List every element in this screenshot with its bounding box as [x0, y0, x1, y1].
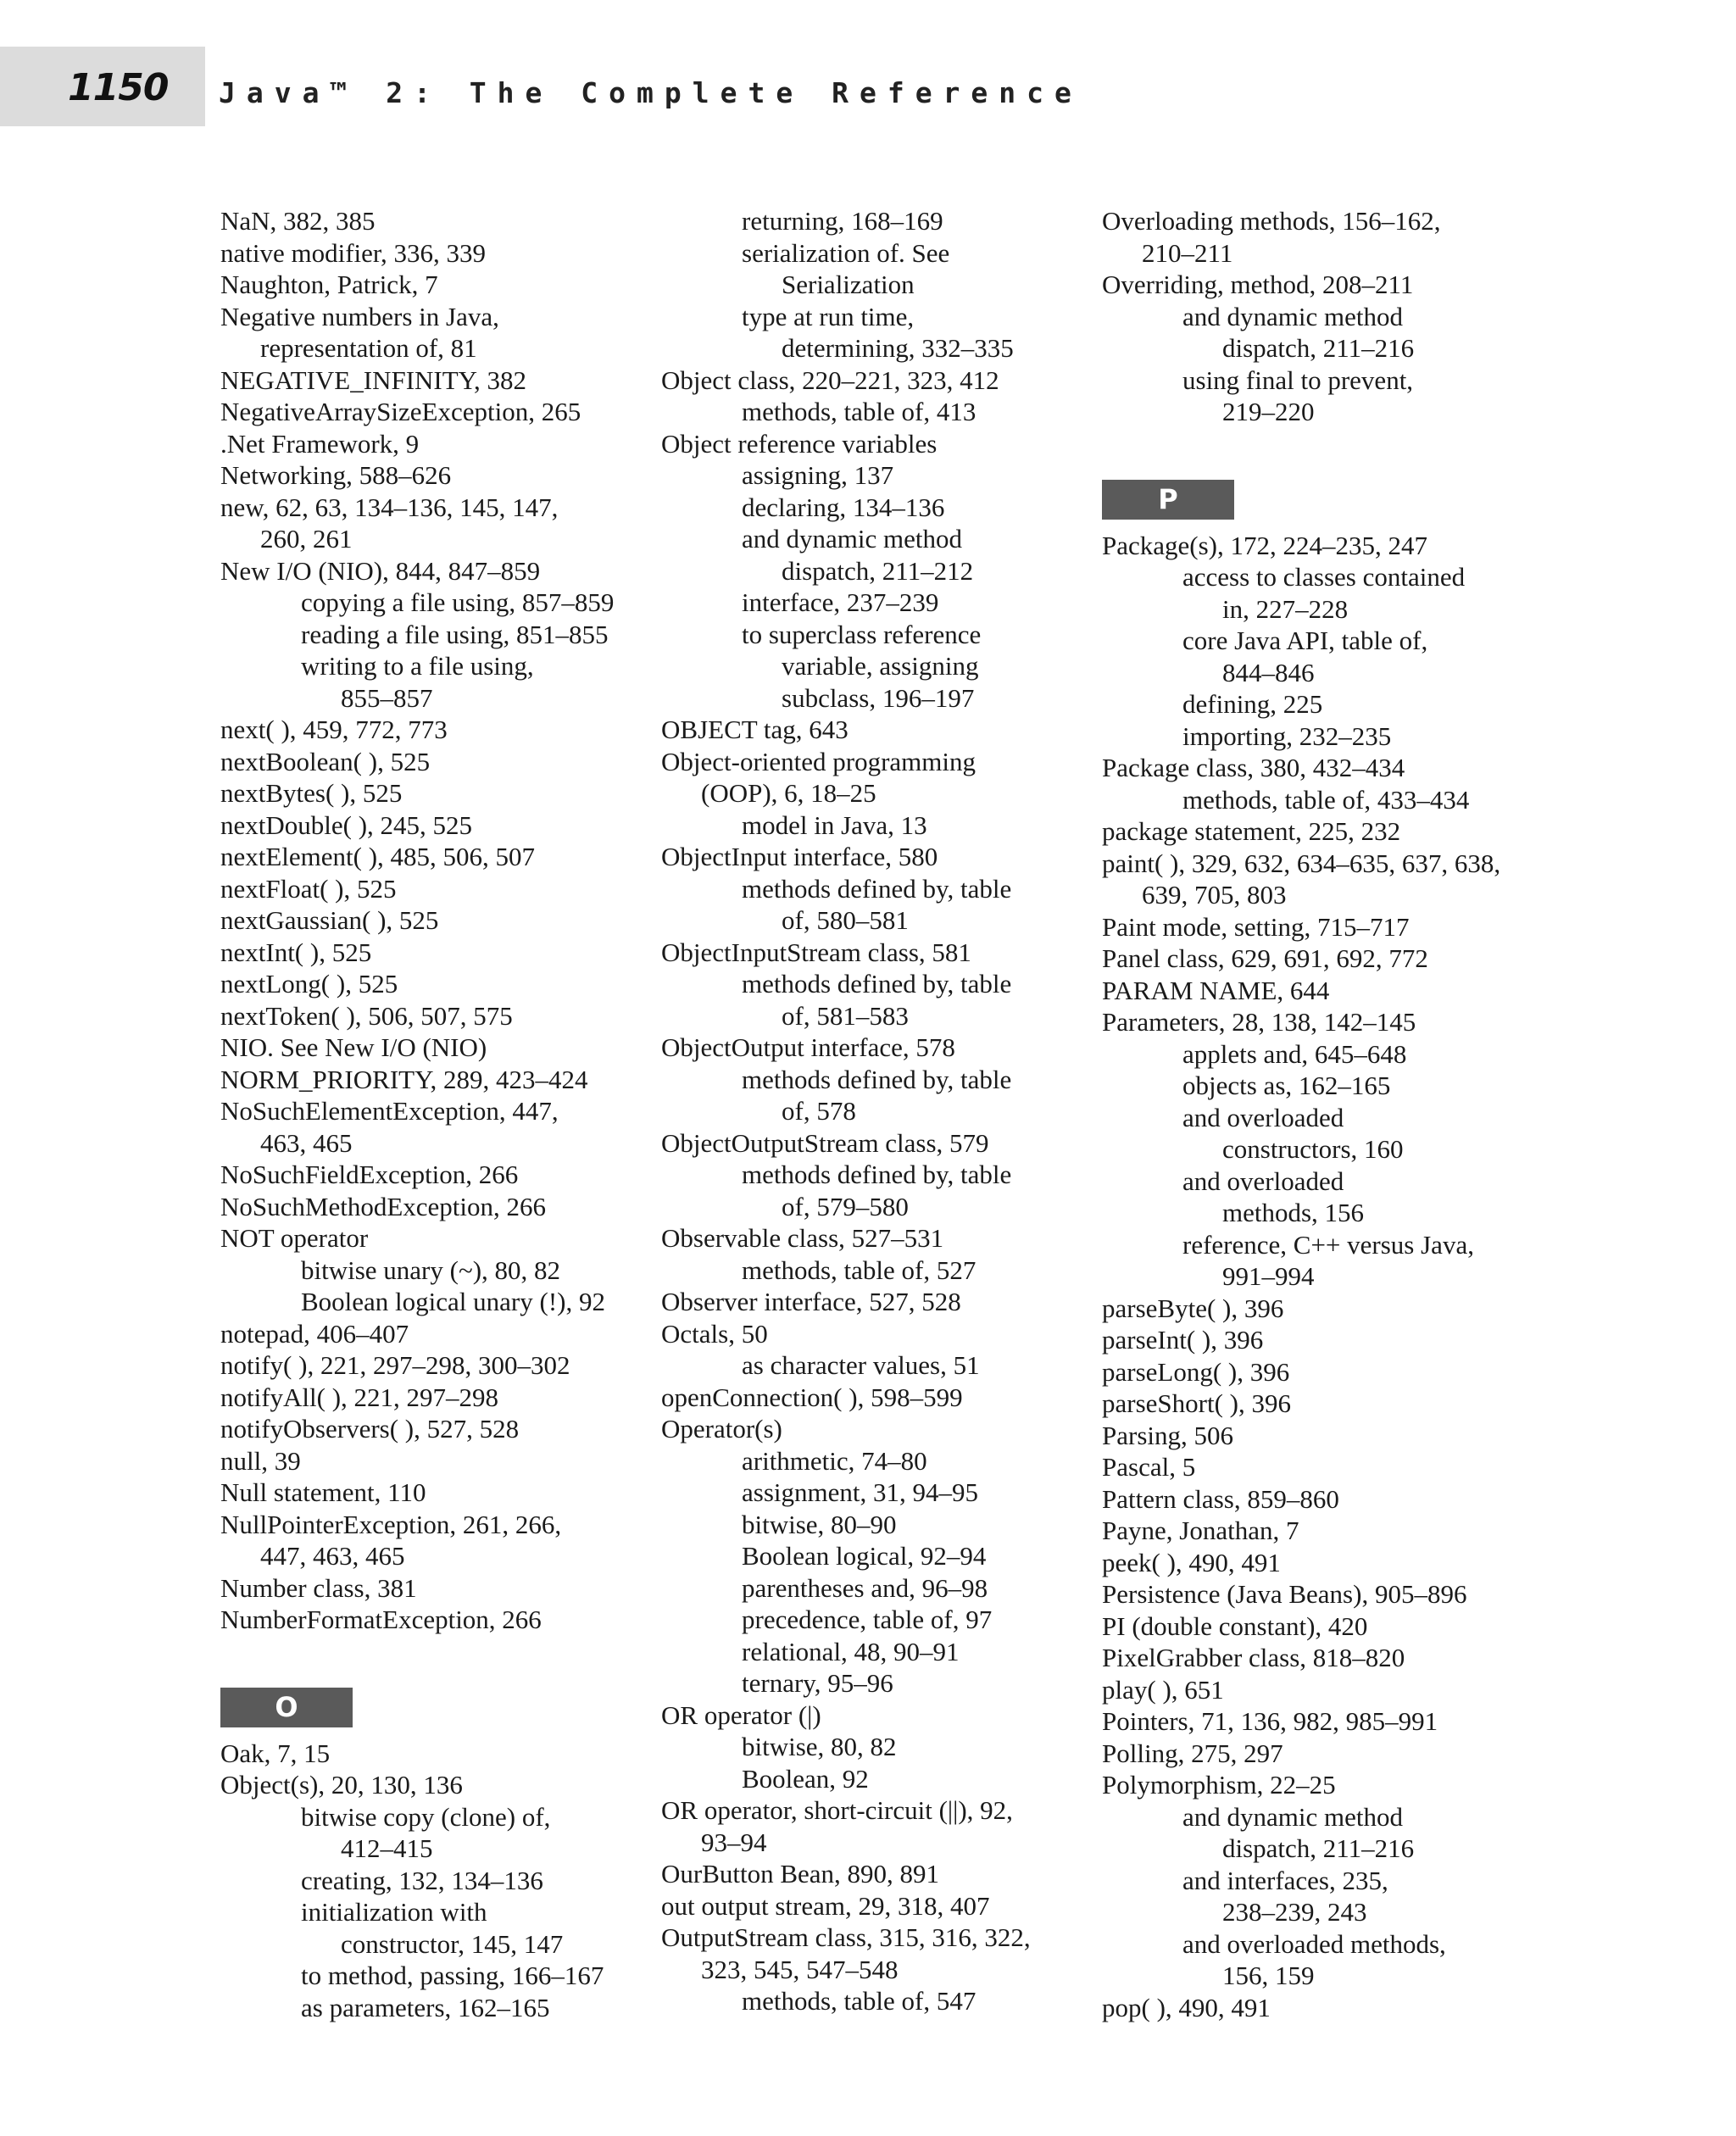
index-entry: nextDouble( ), 245, 525	[220, 809, 473, 840]
index-entry: Object(s), 20, 130, 136	[220, 1770, 463, 1799]
index-entry: Overriding, method, 208–211	[1102, 270, 1414, 299]
index-subentry: relational, 48, 90–91	[742, 1636, 960, 1666]
index-subentry: and dynamic method	[1182, 301, 1403, 331]
index-subentry: returning, 168–169	[742, 206, 943, 236]
index-entry-continuation: constructors, 160	[1222, 1134, 1404, 1164]
index-subentry: methods, table of, 547	[742, 1986, 976, 2016]
index-entry-continuation: subclass, 196–197	[782, 682, 975, 713]
index-entry: Observable class, 527–531	[661, 1223, 944, 1253]
index-entry: Pointers, 71, 136, 982, 985–991	[1102, 1706, 1438, 1736]
index-entry: Payne, Jonathan, 7	[1102, 1516, 1299, 1545]
index-entry: NORM_PRIORITY, 289, 423–424	[220, 1064, 588, 1094]
index-subentry: creating, 132, 134–136	[301, 1865, 543, 1895]
index-subentry: precedence, table of, 97	[742, 1605, 993, 1634]
index-subentry: to method, passing, 166–167	[301, 1961, 604, 1990]
index-entry: OutputStream class, 315, 316, 322,	[661, 1922, 1031, 1952]
index-entry: New I/O (NIO), 844, 847–859	[220, 555, 541, 586]
index-entry: native modifier, 336, 339	[220, 237, 486, 268]
index-subentry: methods, table of, 433–434	[1182, 784, 1470, 815]
index-entry: null, 39	[220, 1445, 301, 1476]
index-entry: OR operator, short-circuit (||), 92,	[661, 1795, 1013, 1825]
index-entry: Parsing, 506	[1102, 1420, 1233, 1450]
index-entry: Observer interface, 527, 528	[661, 1287, 961, 1316]
index-entry: notifyObservers( ), 527, 528	[220, 1414, 520, 1443]
index-subentry: parentheses and, 96–98	[742, 1572, 988, 1603]
index-entry: nextToken( ), 506, 507, 575	[220, 1000, 513, 1031]
index-entry: Persistence (Java Beans), 905–896	[1102, 1579, 1467, 1609]
index-entry: nextInt( ), 525	[220, 937, 372, 967]
index-entry: NaN, 382, 385	[220, 206, 376, 236]
index-entry: NoSuchElementException, 447,	[220, 1096, 559, 1126]
index-entry: nextGaussian( ), 525	[220, 905, 439, 935]
index-column-3	[1102, 205, 1543, 2023]
index-subentry: type at run time,	[742, 301, 915, 331]
index-entry-continuation: 991–994	[1222, 1261, 1315, 1291]
index-entry-continuation: 463, 465	[260, 1127, 353, 1158]
index-entry-continuation: determining, 332–335	[782, 333, 1014, 363]
index-entry: Parameters, 28, 138, 142–145	[1102, 1007, 1416, 1037]
index-subentry: methods defined by, table	[742, 1064, 1012, 1094]
index-entry: openConnection( ), 598–599	[661, 1382, 963, 1412]
index-entry-continuation: 323, 545, 547–548	[701, 1954, 899, 1984]
index-subentry: methods, table of, 527	[742, 1254, 976, 1285]
index-entry: notify( ), 221, 297–298, 300–302	[220, 1350, 570, 1380]
index-subentry: methods defined by, table	[742, 969, 1012, 998]
index-entry-continuation: dispatch, 211–212	[782, 555, 974, 586]
index-entry: Operator(s)	[661, 1414, 782, 1443]
index-entry-continuation: 219–220	[1222, 397, 1315, 426]
index-subentry: reference, C++ versus Java,	[1182, 1229, 1474, 1260]
index-entry: paint( ), 329, 632, 634–635, 637, 638,	[1102, 848, 1501, 878]
index-entry: ObjectInput interface, 580	[661, 842, 938, 871]
index-entry: OR operator (|)	[661, 1699, 821, 1730]
index-entry: NoSuchMethodException, 266	[220, 1191, 547, 1221]
index-entry: NIO. See New I/O (NIO)	[220, 1032, 487, 1062]
index-subentry: and dynamic method	[1182, 1801, 1403, 1832]
index-entry: Number class, 381	[220, 1572, 417, 1603]
index-subentry: and interfaces, 235,	[1182, 1865, 1388, 1895]
index-entry: Oak, 7, 15	[220, 1738, 331, 1768]
index-entry: ObjectOutput interface, 578	[661, 1032, 955, 1062]
index-subentry: ternary, 95–96	[742, 1668, 893, 1698]
index-subentry: methods, table of, 413	[742, 397, 976, 426]
index-entry-continuation: methods, 156	[1222, 1198, 1365, 1227]
index-entry-continuation: dispatch, 211–216	[1222, 1833, 1415, 1863]
index-subentry: Boolean logical unary (!), 92	[301, 1287, 605, 1316]
index-entry: play( ), 651	[1102, 1674, 1224, 1705]
index-subentry: importing, 232–235	[1182, 720, 1392, 751]
index-subentry: applets and, 645–648	[1182, 1038, 1407, 1069]
index-subentry: bitwise, 80–90	[742, 1509, 897, 1539]
index-entry: NumberFormatException, 266	[220, 1605, 542, 1634]
index-entry: Pattern class, 859–860	[1102, 1483, 1339, 1514]
index-entry: parseLong( ), 396	[1102, 1356, 1290, 1387]
index-entry: Object class, 220–221, 323, 412	[661, 364, 999, 395]
index-entry: OBJECT tag, 643	[661, 715, 849, 744]
index-entry: NegativeArraySizeException, 265	[220, 397, 581, 426]
index-subentry: and dynamic method	[742, 524, 962, 553]
index-subentry: methods defined by, table	[742, 1160, 1012, 1189]
index-subentry: Boolean logical, 92–94	[742, 1541, 987, 1571]
index-entry: Networking, 588–626	[220, 460, 452, 490]
index-subentry: core Java API, table of,	[1182, 626, 1428, 655]
section-letter-o: O	[220, 1688, 353, 1727]
index-entry-continuation: (OOP), 6, 18–25	[701, 778, 876, 808]
index-entry: Negative numbers in Java,	[220, 301, 499, 331]
index-entry-continuation: representation of, 81	[260, 333, 477, 363]
index-entry: NullPointerException, 261, 266,	[220, 1509, 562, 1539]
index-entry: nextBoolean( ), 525	[220, 746, 431, 776]
index-entry-continuation: 855–857	[341, 682, 433, 713]
index-entry-continuation: constructor, 145, 147	[341, 1928, 564, 1959]
index-column-1	[220, 205, 653, 2023]
index-entry: pop( ), 490, 491	[1102, 1992, 1271, 2022]
index-entry: notifyAll( ), 221, 297–298	[220, 1382, 499, 1412]
page-number: 1150	[68, 66, 169, 109]
index-subentry: methods defined by, table	[742, 873, 1012, 904]
index-entry-continuation: in, 227–228	[1222, 593, 1349, 624]
index-entry: Package class, 380, 432–434	[1102, 753, 1405, 782]
index-subentry: using final to prevent,	[1182, 364, 1414, 395]
index-subentry: Boolean, 92	[742, 1763, 869, 1794]
index-entry: Panel class, 629, 691, 692, 772	[1102, 943, 1428, 973]
index-entry: Octals, 50	[661, 1318, 768, 1349]
index-column-2	[661, 205, 1093, 2017]
index-entry: NEGATIVE_INFINITY, 382	[220, 364, 527, 395]
index-entry-continuation: of, 579–580	[782, 1191, 909, 1221]
index-subentry: bitwise copy (clone) of,	[301, 1801, 551, 1832]
index-entry: Pascal, 5	[1102, 1452, 1196, 1482]
index-entry-continuation: 260, 261	[260, 524, 353, 553]
index-entry: package statement, 225, 232	[1102, 816, 1401, 846]
index-entry: new, 62, 63, 134–136, 145, 147,	[220, 492, 559, 522]
index-subentry: defining, 225	[1182, 689, 1323, 719]
index-entry-continuation: 156, 159	[1222, 1961, 1315, 1990]
index-entry: NoSuchFieldException, 266	[220, 1160, 519, 1189]
index-subentry: arithmetic, 74–80	[742, 1445, 927, 1476]
index-entry-continuation: dispatch, 211–216	[1222, 333, 1415, 363]
index-subentry: model in Java, 13	[742, 809, 927, 840]
index-subentry: as character values, 51	[742, 1350, 980, 1380]
index-subentry: bitwise unary (~), 80, 82	[301, 1254, 561, 1285]
index-entry: Package(s), 172, 224–235, 247	[1102, 530, 1427, 560]
index-entry: Null statement, 110	[220, 1477, 426, 1507]
index-subentry: assignment, 31, 94–95	[742, 1477, 978, 1507]
index-entry: parseShort( ), 396	[1102, 1388, 1291, 1418]
index-entry: parseByte( ), 396	[1102, 1293, 1284, 1323]
index-entry-continuation: Serialization	[782, 270, 915, 299]
index-entry-continuation: 93–94	[701, 1827, 767, 1857]
index-subentry: access to classes contained	[1182, 562, 1466, 592]
index-entry-continuation: 412–415	[341, 1833, 433, 1863]
index-entry: nextFloat( ), 525	[220, 873, 397, 904]
index-entry-continuation: variable, assigning	[782, 651, 979, 681]
index-entry-continuation: 447, 463, 465	[260, 1541, 405, 1571]
index-entry: Naughton, Patrick, 7	[220, 270, 438, 299]
index-entry: parseInt( ), 396	[1102, 1325, 1264, 1354]
index-entry: nextElement( ), 485, 506, 507	[220, 842, 536, 871]
index-entry-continuation: of, 578	[782, 1096, 856, 1126]
index-entry: peek( ), 490, 491	[1102, 1547, 1281, 1577]
index-subentry: as parameters, 162–165	[301, 1992, 550, 2022]
index-entry: notepad, 406–407	[220, 1318, 409, 1349]
index-entry: PixelGrabber class, 818–820	[1102, 1643, 1405, 1672]
index-entry: nextBytes( ), 525	[220, 778, 403, 808]
index-subentry: writing to a file using,	[301, 651, 534, 681]
index-subentry: and overloaded methods,	[1182, 1928, 1446, 1959]
index-entry: nextLong( ), 525	[220, 969, 398, 998]
index-subentry: reading a file using, 851–855	[301, 619, 609, 649]
index-entry: Overloading methods, 156–162,	[1102, 206, 1441, 236]
index-subentry: to superclass reference	[742, 619, 982, 649]
index-entry-continuation: 639, 705, 803	[1142, 880, 1287, 909]
index-entry: Paint mode, setting, 715–717	[1102, 911, 1410, 942]
index-subentry: and overloaded	[1182, 1165, 1344, 1196]
index-subentry: and overloaded	[1182, 1102, 1344, 1132]
index-entry: out output stream, 29, 318, 407	[661, 1890, 990, 1921]
index-entry-continuation: of, 580–581	[782, 905, 909, 935]
index-entry-continuation: of, 581–583	[782, 1000, 909, 1031]
index-entry: Polling, 275, 297	[1102, 1738, 1283, 1768]
index-subentry: copying a file using, 857–859	[301, 587, 615, 617]
index-entry: Polymorphism, 22–25	[1102, 1770, 1336, 1799]
index-entry: ObjectInputStream class, 581	[661, 937, 971, 967]
index-entry: OurButton Bean, 890, 891	[661, 1859, 940, 1888]
index-entry: next( ), 459, 772, 773	[220, 715, 448, 744]
index-entry-continuation: 210–211	[1142, 237, 1233, 268]
index-entry: PI (double constant), 420	[1102, 1610, 1368, 1641]
section-letter-p: P	[1102, 480, 1234, 520]
running-header-title: Java™ 2: The Complete Reference	[219, 76, 1082, 109]
index-subentry: interface, 237–239	[742, 587, 939, 617]
index-subentry: initialization with	[301, 1897, 487, 1927]
index-subentry: bitwise, 80, 82	[742, 1732, 897, 1761]
index-subentry: declaring, 134–136	[742, 492, 945, 522]
index-entry: Object reference variables	[661, 428, 938, 459]
index-entry: ObjectOutputStream class, 579	[661, 1127, 989, 1158]
index-entry: .Net Framework, 9	[220, 428, 420, 459]
index-subentry: objects as, 162–165	[1182, 1071, 1391, 1100]
index-subentry: serialization of. See	[742, 237, 950, 268]
index-entry: NOT operator	[220, 1223, 369, 1253]
index-entry-continuation: 238–239, 243	[1222, 1897, 1367, 1927]
index-entry-continuation: 844–846	[1222, 657, 1315, 687]
index-entry: Object-oriented programming	[661, 746, 976, 776]
index-subentry: assigning, 137	[742, 460, 894, 490]
index-entry: PARAM NAME, 644	[1102, 975, 1330, 1005]
